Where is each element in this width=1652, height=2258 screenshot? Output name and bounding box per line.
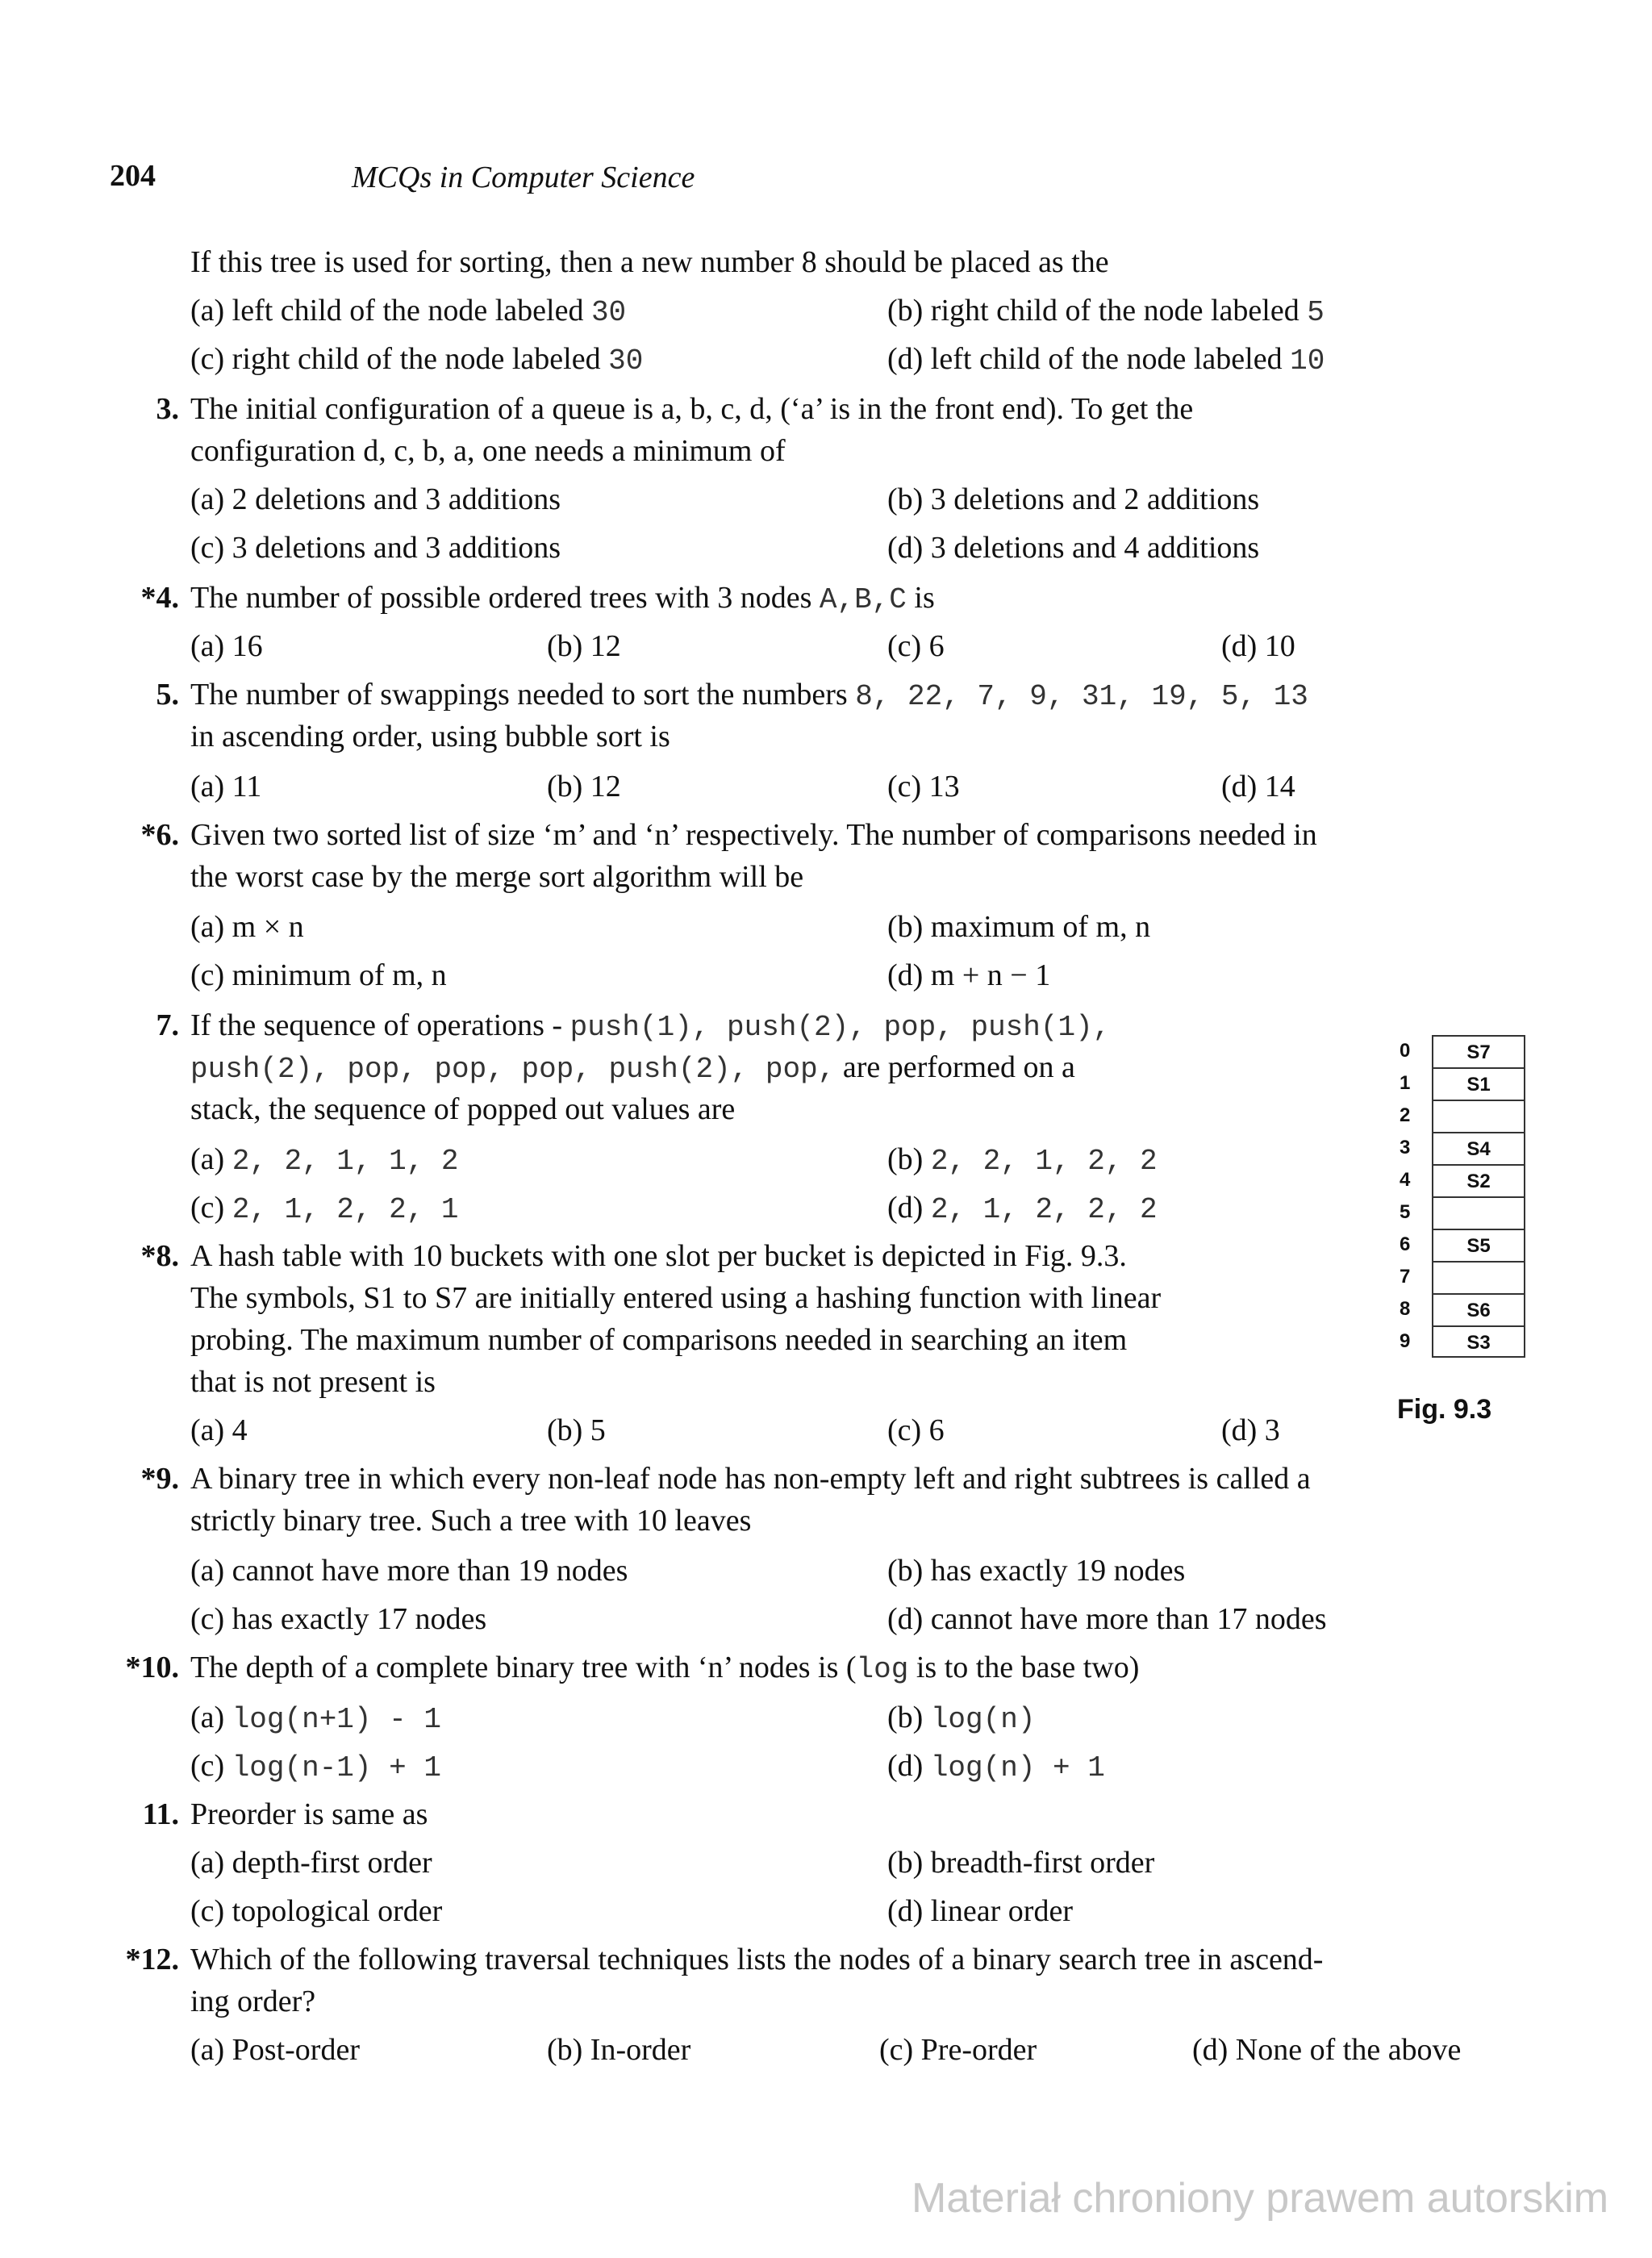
question-text: strictly binary tree. Such a tree with 10 leaves: [190, 1504, 752, 1538]
hash-table-row: [1400, 1067, 1529, 1100]
option-c: (c) 6: [887, 629, 945, 663]
question-number: *12.: [125, 1943, 179, 1976]
page-number: 204: [110, 159, 156, 193]
bucket-slot: [1432, 1196, 1525, 1229]
question-text: Given two sorted list of size ‘m’ and ‘n’ respectively. The number of comparisons needed in: [190, 818, 1317, 852]
question-text: The depth of a complete binary tree with ‘n’ nodes is (log is to the base two): [190, 1651, 1140, 1686]
question-text: that is not present is: [190, 1365, 436, 1399]
hash-table-row: [1400, 1132, 1529, 1164]
question-number: *8.: [140, 1239, 179, 1273]
question-text: Which of the following traversal techniques lists the nodes of a binary search tree in ascend-: [190, 1943, 1324, 1976]
bucket-index: 6: [1400, 1233, 1411, 1255]
option-d: (d) m + n − 1: [887, 958, 1051, 992]
option-a: (a) cannot have more than 19 nodes: [190, 1554, 628, 1588]
question-text: the worst case by the merge sort algorithm will be: [190, 860, 804, 894]
option-a: (a) 2 deletions and 3 additions: [190, 482, 561, 516]
option-a: (a) 16: [190, 629, 263, 663]
option-d: (d) left child of the node labeled 10: [887, 342, 1325, 378]
option-b: (b) right child of the node labeled 5: [887, 294, 1325, 329]
copyright-watermark: Materiał chroniony prawem autorskim: [912, 2175, 1609, 2222]
bucket-slot: S5: [1432, 1229, 1525, 1261]
question-number: 5.: [156, 678, 179, 712]
bucket-index: 3: [1400, 1137, 1411, 1158]
option-d: (d) cannot have more than 17 nodes: [887, 1602, 1327, 1636]
question-number: 7.: [156, 1008, 179, 1042]
option-d: (d) linear order: [887, 1894, 1073, 1928]
option-d: (d) 14: [1221, 770, 1295, 803]
hash-table-row: [1400, 1261, 1529, 1293]
question-text: probing. The maximum number of comparisons needed in searching an item: [190, 1323, 1128, 1357]
option-c: (c) 13: [887, 770, 960, 803]
bucket-index: 4: [1400, 1169, 1411, 1191]
option-d: (d) 3 deletions and 4 additions: [887, 531, 1260, 565]
question-number: *4.: [140, 581, 179, 615]
bucket-index: 5: [1400, 1201, 1411, 1223]
option-d: (d) log(n) + 1: [887, 1749, 1105, 1784]
option-c: (c) log(n-1) + 1: [190, 1749, 441, 1784]
option-a: (a) left child of the node labeled 30: [190, 294, 627, 329]
running-title: MCQs in Computer Science: [352, 161, 695, 194]
question-text: The number of possible ordered trees with 3 nodes A,B,C is: [190, 581, 935, 616]
question-number: 3.: [156, 392, 179, 426]
bucket-index: 2: [1400, 1104, 1411, 1126]
bucket-index: 0: [1400, 1040, 1411, 1062]
option-a: (a) depth-first order: [190, 1846, 432, 1880]
bucket-slot: S7: [1432, 1035, 1525, 1067]
hash-table-row: [1400, 1164, 1529, 1196]
option-a: (a) 4: [190, 1413, 248, 1447]
option-b: (b) log(n): [887, 1701, 1036, 1736]
option-b: (b) 12: [547, 770, 621, 803]
question-text: stack, the sequence of popped out values are: [190, 1092, 736, 1126]
bucket-slot: S4: [1432, 1132, 1525, 1164]
bucket-index: 7: [1400, 1266, 1411, 1288]
option-c: (c) 3 deletions and 3 additions: [190, 531, 561, 565]
option-b: (b) 5: [547, 1413, 606, 1447]
option-d: (d) None of the above: [1192, 2033, 1462, 2067]
question-text: configuration d, c, b, a, one needs a minimum of: [190, 434, 786, 468]
question-number: 11.: [142, 1797, 179, 1831]
option-b: (b) 12: [547, 629, 621, 663]
question-number: *9.: [140, 1462, 179, 1496]
option-b: (b) In-order: [547, 2033, 691, 2067]
bucket-slot: S2: [1432, 1164, 1525, 1196]
hash-table-row: [1400, 1293, 1529, 1325]
option-b: (b) 3 deletions and 2 additions: [887, 482, 1260, 516]
bucket-index: 1: [1400, 1072, 1411, 1094]
option-c: (c) right child of the node labeled 30: [190, 342, 644, 378]
question-text: Preorder is same as: [190, 1797, 428, 1831]
option-c: (c) topological order: [190, 1894, 443, 1928]
figure-caption: Fig. 9.3: [1397, 1394, 1492, 1425]
option-c: (c) Pre-order: [879, 2033, 1037, 2067]
bucket-slot: S6: [1432, 1293, 1525, 1325]
question-text: ing order?: [190, 1985, 316, 2018]
hash-table-row: [1400, 1100, 1529, 1132]
option-a: (a) m × n: [190, 910, 304, 944]
question-text: The initial configuration of a queue is a, b, c, d, (‘a’ is in the front end). To get the: [190, 392, 1194, 426]
intro-text: If this tree is used for sorting, then a new number 8 should be placed as the: [190, 245, 1109, 279]
option-b: (b) has exactly 19 nodes: [887, 1554, 1186, 1588]
hash-table-row: [1400, 1035, 1529, 1067]
bucket-index: 8: [1400, 1298, 1411, 1320]
option-c: (c) 2, 1, 2, 2, 1: [190, 1191, 459, 1226]
option-d: (d) 2, 1, 2, 2, 2: [887, 1191, 1158, 1226]
question-number: *6.: [140, 818, 179, 852]
option-b: (b) maximum of m, n: [887, 910, 1151, 944]
hash-table-row: [1400, 1196, 1529, 1229]
bucket-index: 9: [1400, 1330, 1411, 1352]
option-a: (a) 2, 2, 1, 1, 2: [190, 1142, 459, 1178]
bucket-slot: S3: [1432, 1325, 1525, 1358]
bucket-slot: [1432, 1261, 1525, 1293]
option-a: (a) Post-order: [190, 2033, 360, 2067]
bucket-slot: [1432, 1100, 1525, 1132]
option-a: (a) 11: [190, 770, 262, 803]
question-text: A binary tree in which every non-leaf node has non-empty left and right subtrees is called a: [190, 1462, 1311, 1496]
hash-table-row: [1400, 1325, 1529, 1358]
question-text: The symbols, S1 to S7 are initially entered using a hashing function with linear: [190, 1281, 1162, 1315]
option-c: (c) minimum of m, n: [190, 958, 447, 992]
question-text: A hash table with 10 buckets with one slot per bucket is depicted in Fig. 9.3.: [190, 1239, 1127, 1273]
question-text: The number of swappings needed to sort the numbers 8, 22, 7, 9, 31, 19, 5, 13: [190, 678, 1308, 713]
question-text: If the sequence of operations - push(1), push(2), pop, push(1),: [190, 1008, 1111, 1044]
option-b: (b) breadth-first order: [887, 1846, 1155, 1880]
option-c: (c) 6: [887, 1413, 945, 1447]
question-number: *10.: [125, 1651, 179, 1684]
option-d: (d) 3: [1221, 1413, 1280, 1447]
option-d: (d) 10: [1221, 629, 1295, 663]
option-a: (a) log(n+1) - 1: [190, 1701, 441, 1736]
question-text: in ascending order, using bubble sort is: [190, 720, 670, 753]
bucket-slot: S1: [1432, 1067, 1525, 1100]
hash-table-row: [1400, 1229, 1529, 1261]
question-text: push(2), pop, pop, pop, push(2), pop, are performed on a: [190, 1050, 1075, 1086]
page-header: [110, 158, 695, 194]
option-c: (c) has exactly 17 nodes: [190, 1602, 487, 1636]
option-b: (b) 2, 2, 1, 2, 2: [887, 1142, 1158, 1178]
